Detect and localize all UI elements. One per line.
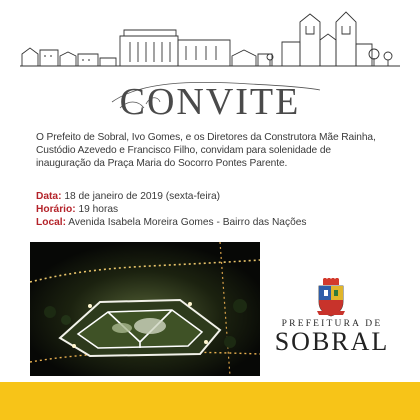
city-skyline-icon <box>0 0 420 82</box>
night-aerial-square-photo <box>30 242 260 376</box>
title-block <box>0 78 420 126</box>
city-crest-icon <box>315 278 347 318</box>
detail-time <box>36 203 386 216</box>
logo-name: SOBRAL <box>274 327 390 356</box>
detail-value: Avenida Isabela Moreira Gomes - Bairro das Nações <box>68 217 307 228</box>
detail-label: Local: <box>36 217 67 228</box>
page-title: CONVITE <box>119 81 301 123</box>
detail-label: Horário: <box>36 204 76 215</box>
invitation-text: O Prefeito de Sobral, Ivo Gomes, e os Diretores da Construtora Mãe Rainha, Custódio Azevedo e Francisco Filho, convidam para solenidade de inauguração da Praça Maria do Socorro Pontes Parente. <box>36 132 376 169</box>
prefeitura-logo <box>262 278 402 358</box>
detail-location <box>36 216 386 229</box>
detail-value: 19 horas <box>78 204 119 215</box>
bottom-bar <box>0 382 420 420</box>
logo-subtitle: PREFEITURA DE <box>281 319 383 329</box>
event-details <box>36 190 386 229</box>
detail-value: 18 de janeiro de 2019 (sexta-feira) <box>64 191 221 202</box>
detail-label: Data: <box>36 191 62 202</box>
detail-date <box>36 190 386 203</box>
